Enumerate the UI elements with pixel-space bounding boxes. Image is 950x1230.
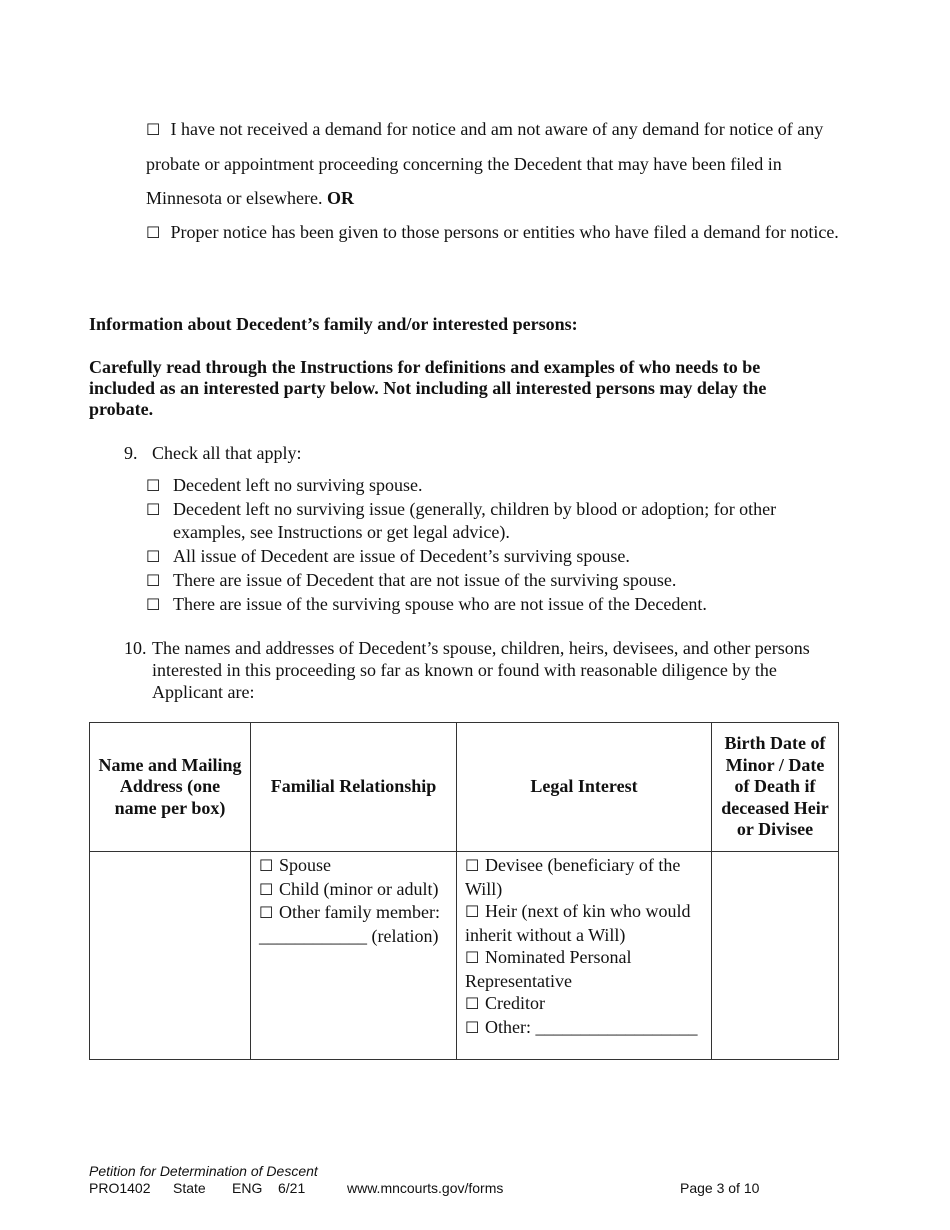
checklist-item-text: There are issue of the surviving spouse who are not issue of the Decedent. bbox=[173, 594, 707, 614]
name-address-cell[interactable] bbox=[90, 852, 251, 1060]
table-header-row bbox=[90, 723, 839, 852]
form-codes bbox=[89, 1180, 789, 1197]
relationship-option[interactable] bbox=[259, 878, 448, 902]
forms-url[interactable]: www.mncourts.gov/forms bbox=[347, 1180, 504, 1196]
notice-options bbox=[146, 112, 846, 250]
page-footer bbox=[89, 1163, 789, 1197]
relationship-option-label: Other family member: ____________ (relation) bbox=[259, 902, 440, 946]
item-9-number: 9. bbox=[124, 443, 138, 463]
checkbox-icon[interactable]: ☐ bbox=[146, 500, 161, 519]
checklist-item-text: Decedent left no surviving issue (generally, children by blood or adoption; for other examples, see Instructions or get legal advice). bbox=[173, 499, 777, 542]
item-10-number: 10. bbox=[124, 638, 147, 658]
notice-option-1-text: I have not received a demand for notice and am not aware of any demand for notice of any probate or appointment proceeding concerning the Decedent that may have been filed in Minnesota or elsewhere. bbox=[146, 119, 824, 208]
relationship-option[interactable] bbox=[259, 901, 448, 947]
table-row bbox=[90, 852, 839, 1060]
form-title: Petition for Determination of Descent bbox=[89, 1163, 318, 1179]
checkbox-icon[interactable]: ☐ bbox=[465, 948, 480, 967]
checklist-item[interactable] bbox=[146, 498, 836, 544]
interest-option[interactable] bbox=[465, 946, 703, 992]
language: ENG bbox=[232, 1180, 263, 1196]
section-instructions: Carefully read through the Instructions for definitions and examples of who needs to be included as an interested party below. Not including all interested persons may delay the probate. bbox=[89, 357, 767, 419]
item-9-checklist bbox=[146, 474, 836, 617]
jurisdiction: State bbox=[173, 1180, 206, 1196]
checkbox-icon[interactable]: ☐ bbox=[146, 120, 161, 139]
column-header-birth-death-date: Birth Date of Minor / Date of Death if deceased Heir or Divisee bbox=[712, 723, 839, 852]
checklist-item[interactable] bbox=[146, 593, 836, 616]
relationship-cell bbox=[251, 852, 457, 1060]
notice-option-2-text: Proper notice has been given to those persons or entities who have filed a demand for notice. bbox=[170, 222, 839, 242]
checklist-item-text: Decedent left no surviving spouse. bbox=[173, 475, 423, 495]
item-9 bbox=[124, 442, 839, 464]
checkbox-icon[interactable]: ☐ bbox=[146, 223, 161, 242]
legal-interest-cell bbox=[457, 852, 712, 1060]
interest-option[interactable] bbox=[465, 854, 703, 900]
interest-option-label: Other: __________________ bbox=[485, 1016, 698, 1037]
checklist-item-text: All issue of Decedent are issue of Decedent’s surviving spouse. bbox=[173, 546, 630, 566]
date-cell[interactable] bbox=[712, 852, 839, 1060]
checkbox-icon[interactable]: ☐ bbox=[146, 595, 161, 614]
form-code: PRO1402 bbox=[89, 1180, 151, 1196]
notice-option-2 bbox=[146, 215, 846, 250]
column-header-legal-interest: Legal Interest bbox=[457, 723, 712, 852]
item-10 bbox=[124, 637, 839, 703]
checkbox-icon[interactable]: ☐ bbox=[146, 476, 161, 495]
checkbox-icon[interactable]: ☐ bbox=[146, 547, 161, 566]
interest-option[interactable] bbox=[465, 900, 703, 946]
checkbox-icon[interactable]: ☐ bbox=[259, 856, 274, 875]
relationship-option-label: Spouse bbox=[279, 855, 332, 875]
interest-option[interactable] bbox=[465, 992, 703, 1016]
checkbox-icon[interactable]: ☐ bbox=[146, 571, 161, 590]
interest-option-label: Nominated Personal Representative bbox=[465, 947, 632, 991]
column-header-name: Name and Mailing Address (one name per box) bbox=[90, 723, 251, 852]
relationship-option[interactable] bbox=[259, 854, 448, 878]
checklist-item[interactable] bbox=[146, 545, 836, 568]
relationship-option-label: Child (minor or adult) bbox=[279, 878, 439, 899]
revision: 6/21 bbox=[278, 1180, 306, 1196]
interest-option-label: Heir (next of kin who would inherit without a Will) bbox=[465, 901, 691, 945]
checklist-item-text: There are issue of Decedent that are not issue of the surviving spouse. bbox=[173, 570, 677, 590]
checklist-item[interactable] bbox=[146, 569, 836, 592]
checklist-item[interactable] bbox=[146, 474, 836, 497]
item-9-label: Check all that apply: bbox=[152, 443, 302, 463]
checkbox-icon[interactable]: ☐ bbox=[465, 994, 480, 1013]
interest-option[interactable] bbox=[465, 1016, 703, 1040]
section-heading: Information about Decedent’s family and/or interested persons: bbox=[89, 314, 578, 334]
checkbox-icon[interactable]: ☐ bbox=[259, 903, 274, 922]
or-label: OR bbox=[326, 188, 354, 208]
interest-option-label: Devisee (beneficiary of the Will) bbox=[465, 855, 681, 899]
column-header-relationship: Familial Relationship bbox=[251, 723, 457, 852]
interest-option-label: Creditor bbox=[485, 993, 545, 1013]
checkbox-icon[interactable]: ☐ bbox=[465, 1017, 480, 1037]
checkbox-icon[interactable]: ☐ bbox=[465, 902, 480, 921]
checkbox-icon[interactable]: ☐ bbox=[259, 879, 274, 899]
checkbox-icon[interactable]: ☐ bbox=[465, 856, 480, 875]
item-10-text: The names and addresses of Decedent’s spouse, children, heirs, devisees, and other persons interested in this proceeding so far as known or found with reasonable diligence by the Applicant are: bbox=[152, 638, 810, 702]
interested-persons-table bbox=[89, 722, 839, 1060]
page-number: Page 3 of 10 bbox=[680, 1180, 760, 1196]
notice-option-1 bbox=[146, 112, 846, 215]
